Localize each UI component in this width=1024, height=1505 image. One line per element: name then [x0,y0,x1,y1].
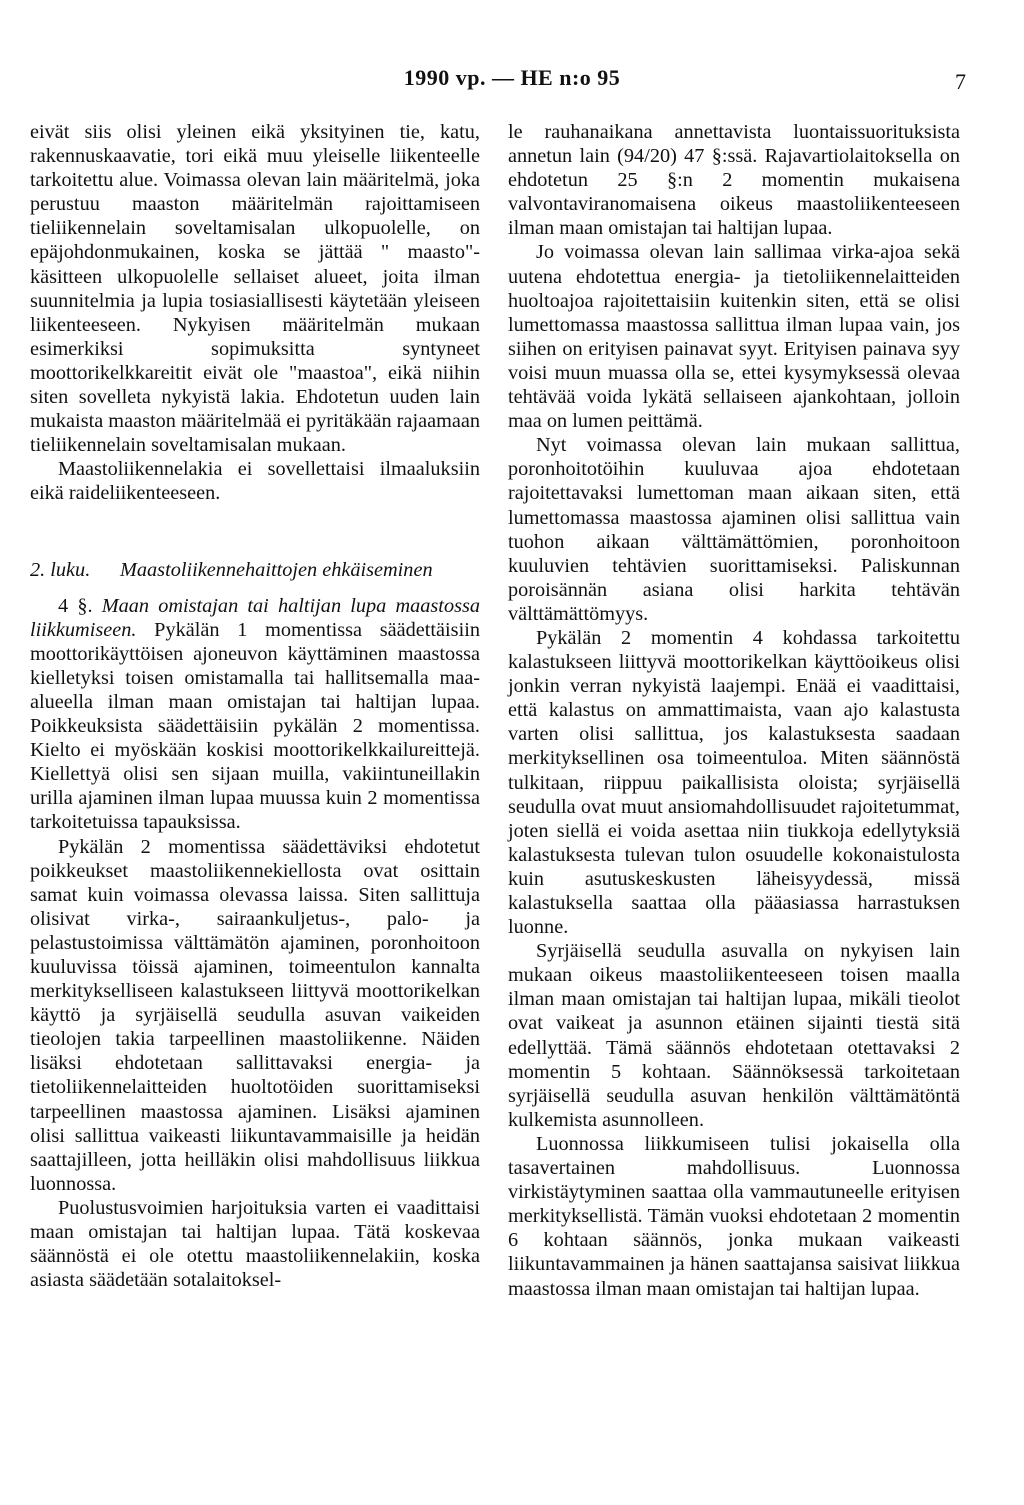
right-column [508,120,960,1301]
paragraph: Syrjäisellä seudulla asuvalla on nykyisen lain mukaan oikeus maastoliikenteeseen toisen maalla ilman maan omistajan tai haltijan lupaa, mikäli tieolot ovat vaikeat ja asunnon etäinen sijainti tiestä sitä edellyttää. Tämä säännös ehdotetaan otettavaksi 2 momentin 5 kohtaan. Säännöksessä tarkoitetaan syrjäisellä seudulla asuvan henkilön välttämätöntä kulkemista asunnolleen. [508,940,960,1131]
paragraph: Pykälän 2 momentissa säädettäviksi ehdotetut poikkeukset maastoliikennekiellosta ovat osittain samat kuin voimassa olevassa laissa. Siten sallittuja olisivat virka-, sairaankuljetus-, palo- ja pelastustoimissa välttämätön ajaminen, poronhoitoon kuuluvissa töissä ajaminen, toimeentulon kannalta merkitykselliseen kalastukseen liittyvä moottorikelkan käyttö ja syrjäisellä seudulla asuvan vaikeiden tieolojen takia tarpeellinen maastoliikenne. Näiden lisäksi ehdotetaan sallittavaksi energia- ja tietoliikennelaitteiden huoltotöiden suorittamiseksi tarpeellinen maastossa ajaminen. Lisäksi ajaminen olisi sallittua vaikeasti liikuntavammaisille ja heidän saattajilleen, jotta heilläkin olisi mahdollisuus liikkua luonnossa. [30,835,480,1195]
left-column [30,120,480,1292]
paragraph: Nyt voimassa olevan lain mukaan sallittua, poronhoitotöihin kuuluvaa ajoa ehdotetaan rajoitettavaksi lumettoman maan aikaan siten, että lumettomassa maastossa ajaminen olisi sallittua vain tuohon aikaan välttämättömien, poronhoitoon kuuluvien tehtävien suorittamiseksi. Paliskunnan poroisännän asiana olisi harkita tehtävän välttämättömyys. [508,434,960,625]
paragraph: Maastoliikennelakia ei sovellettaisi ilmaaluksiin eikä raideliikenteeseen. [30,458,480,505]
section-title: Maan omistajan tai haltijan lupa maastossa liikkumiseen. [30,594,481,641]
paragraph: Luonnossa liikkumiseen tulisi jokaisella olla tasavertainen mahdollisuus. Luonnossa virkistäytyminen saattaa olla vammautuneelle erityisen merkityksellistä. Tämän vuoksi ehdotetaan 2 momentin 6 kohtaan säännös, jonka mukaan vaikeasti liikuntavammainen ja hänen saattajansa saisivat liikkua maastossa ilman maan omistajan tai haltijan lupaa. [508,1132,960,1300]
chapter-title: Maastoliikennehaittojen ehkäiseminen [120,558,433,581]
section-body: Pykälän 1 momentissa säädettäisiin moottorikäyttöisen ajoneuvon käyttäminen maastossa kielletyksi toisen omistamalla tai hallitsemalla maa-alueella ilman maan omistajan tai haltijan lupaa. Poikkeuksista säädettäisiin pykälän 2 momentissa. Kielto ei myöskään koskisi moottorikelkkailureittejä. Kiellettyä olisi sen sijaan muilla, vakiintuneillakin urilla ajaminen ilman lupaa muussa kuin 2 momentissa tarkoitetuissa tapauksissa. [30,618,480,834]
paragraph: Puolustusvoimien harjoituksia varten ei vaadittaisi maan omistajan tai haltijan lupaa. Tätä koskevaa säännöstä ei ole otettu maastoliikennelakiin, koska asiasta säädetään sotalaitoksel- [30,1196,480,1292]
chapter-heading [30,558,480,582]
section-number: 4 §. [58,594,93,617]
paragraph: le rauhanaikana annettavista luontaissuorituksista annetun lain (94/20) 47 §:ssä. Rajavartiolaitoksella on ehdotetun 25 §:n 2 momentin mukaisena valvontaviranomaisena oikeus maastoliikenteeseen ilman maan omistajan tai haltijan lupaa. [508,121,960,240]
paragraph: Jo voimassa olevan lain sallimaa virka-ajoa sekä uutena ehdotettua energia- ja tietoliikennelaitteiden huoltoajoa rajoitettaisiin kuitenkin siten, että se olisi lumettomassa maastossa sallittua ilman lupaa vain, jos siihen on erityisen painavat syyt. Erityisen painava syy voisi muun muassa olla se, ettei kysymyksessä olevaa tehtävää voida lykätä sellaiseen ajankohtaan, jolloin maa on lumen peittämä. [508,241,960,433]
paragraph: Pykälän 2 momentin 4 kohdassa tarkoitettu kalastukseen liittyvä moottorikelkan käyttöoikeus olisi jonkin verran nykyistä laajempi. Enää ei vaadittaisi, että kalastus on ammattimaista, vaan ajo kalastusta varten olisi sallittua, jos kalastuksesta saadaan merkityksellinen osa toimeentuloa. Miten säännöstä tulkitaan, riippuu paikallisista oloista; syrjäisellä seudulla ovat muut ansiomahdollisuudet rajoitetummat, joten siellä ei voida asettaa niin tiukkoja edellytyksiä kalastuksesta tulevan tulon osuudelle kokonaistulosta kuin asutuskeskusten läheisyydessä, missä kalastuksella saattaa olla pääasiassa harrastuksen luonne. [508,626,960,939]
paragraph: eivät siis olisi yleinen eikä yksityinen tie, katu, rakennuskaavatie, tori eikä muu yleiselle liikenteelle tarkoitettu alue. Voimassa olevan lain määritelmä, joka perustuu maaston määritelmän rajoittamiseen tieliikennelain soveltamisalan ulkopuolelle, on epäjohdonmukainen, koska se jättää " maasto"-käsitteen ulkopuolelle sellaiset alueet, joita ilman suunnitelmia ja lupia tosiasiallisesti käytetään yleiseen liikenteeseen. Nykyisen määritelmän mukaan esimerkiksi sopimuksitta syntyneet moottorikelkkareitit eivät ole "maastoa", eikä niihin siten sovelleta nykyistä lakia. Ehdotetun uuden lain mukaista maaston määritelmää ei pyritäkään rajaamaan tieliikennelain soveltamisalan mukaan. [30,121,480,457]
chapter-number: 2. luku. [30,558,91,581]
section-paragraph [30,594,480,835]
page-number: 7 [955,69,966,94]
page-header [0,65,1024,95]
running-header: 1990 vp. — HE n:o 95 [403,65,621,90]
